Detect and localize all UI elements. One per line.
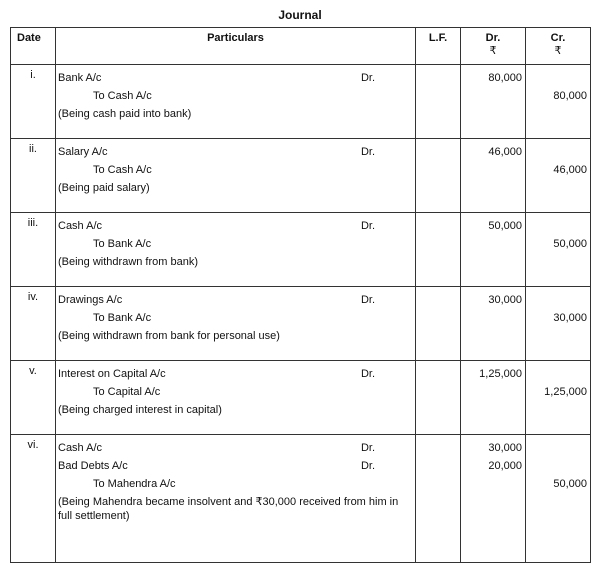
credit-account: To Mahendra A/c (93, 478, 176, 490)
entry-date: i. (11, 65, 56, 139)
debit-account: Bad Debts A/c (58, 460, 128, 472)
debit-cell (461, 65, 526, 139)
debit-account: Interest on Capital A/c (58, 368, 166, 380)
particulars-cell (56, 65, 416, 139)
credit-cell (526, 435, 591, 563)
debit-amount: 50,000 (488, 220, 522, 232)
narration: (Being withdrawn from bank) (58, 256, 199, 268)
journal-entry-row (11, 139, 591, 213)
debit-amount: 30,000 (488, 294, 522, 306)
credit-account: To Cash A/c (93, 164, 152, 176)
debit-line (58, 217, 411, 235)
lf-cell (416, 213, 461, 287)
particulars-header: Particulars (56, 28, 416, 65)
debit-amount: 80,000 (488, 72, 522, 84)
entry-date: ii. (11, 139, 56, 213)
debit-amount: 1,25,000 (479, 368, 522, 380)
narration: (Being withdrawn from bank for personal use) (58, 330, 280, 342)
journal-entry-row (11, 435, 591, 563)
header-row (11, 28, 591, 65)
credit-account: To Bank A/c (93, 312, 152, 324)
debit-line (58, 143, 411, 161)
narration: (Being paid salary) (58, 182, 150, 194)
credit-amount: 46,000 (553, 164, 587, 176)
credit-account: To Capital A/c (93, 386, 161, 398)
journal-entry-row (11, 65, 591, 139)
lf-cell (416, 139, 461, 213)
debit-account: Salary A/c (58, 146, 108, 158)
lf-cell (416, 361, 461, 435)
debit-cell (461, 287, 526, 361)
particulars-cell (56, 361, 416, 435)
credit-cell (526, 213, 591, 287)
debit-cell (461, 435, 526, 563)
debit-account: Cash A/c (58, 442, 103, 454)
debit-amount: 20,000 (488, 460, 522, 472)
credit-amount: 30,000 (553, 312, 587, 324)
particulars-cell (56, 139, 416, 213)
credit-account: To Cash A/c (93, 90, 152, 102)
credit-account: To Bank A/c (93, 238, 152, 250)
credit-cell (526, 287, 591, 361)
entry-date: vi. (11, 435, 56, 563)
credit-header-label: Cr. (550, 32, 566, 44)
particulars-cell (56, 435, 416, 563)
debit-marker: Dr. (360, 368, 375, 380)
credit-cell (526, 65, 591, 139)
debit-marker: Dr. (360, 146, 375, 158)
debit-line (58, 69, 411, 87)
lf-cell (416, 435, 461, 563)
debit-amount: 46,000 (488, 146, 522, 158)
debit-marker: Dr. (360, 294, 375, 306)
credit-header (526, 28, 591, 65)
lf-header: L.F. (416, 28, 461, 65)
debit-marker: Dr. (360, 220, 375, 232)
credit-amount: 1,25,000 (544, 386, 587, 398)
debit-header (461, 28, 526, 65)
credit-amount: 50,000 (553, 478, 587, 490)
narration: (Being Mahendra became insolvent and ₹30,000 received from him in full settlement) (58, 496, 399, 522)
particulars-cell (56, 213, 416, 287)
journal-entry-row (11, 361, 591, 435)
debit-marker: Dr. (360, 442, 375, 454)
particulars-cell (56, 287, 416, 361)
debit-header-label: Dr. (485, 32, 501, 44)
credit-cell (526, 361, 591, 435)
credit-amount: 80,000 (553, 90, 587, 102)
debit-marker: Dr. (360, 460, 375, 472)
debit-currency: ₹ (489, 45, 497, 57)
debit-line (58, 365, 411, 383)
journal-entry-row (11, 287, 591, 361)
debit-amount: 30,000 (488, 442, 522, 454)
debit-cell (461, 361, 526, 435)
debit-cell (461, 139, 526, 213)
debit-cell (461, 213, 526, 287)
entry-date: iv. (11, 287, 56, 361)
debit-line (58, 291, 411, 309)
journal-entry-row (11, 213, 591, 287)
lf-cell (416, 65, 461, 139)
credit-cell (526, 139, 591, 213)
debit-account: Drawings A/c (58, 294, 123, 306)
debit-marker: Dr. (360, 72, 375, 84)
debit-account: Bank A/c (58, 72, 102, 84)
debit-line (58, 457, 411, 475)
narration: (Being cash paid into bank) (58, 108, 192, 120)
lf-cell (416, 287, 461, 361)
credit-amount: 50,000 (553, 238, 587, 250)
debit-account: Cash A/c (58, 220, 103, 232)
debit-line (58, 439, 411, 457)
date-header: Date (11, 28, 56, 65)
entry-date: v. (11, 361, 56, 435)
entry-date: iii. (11, 213, 56, 287)
narration: (Being charged interest in capital) (58, 404, 222, 416)
journal-table (10, 27, 591, 563)
credit-currency: ₹ (554, 45, 562, 57)
journal-title: Journal (278, 8, 322, 22)
